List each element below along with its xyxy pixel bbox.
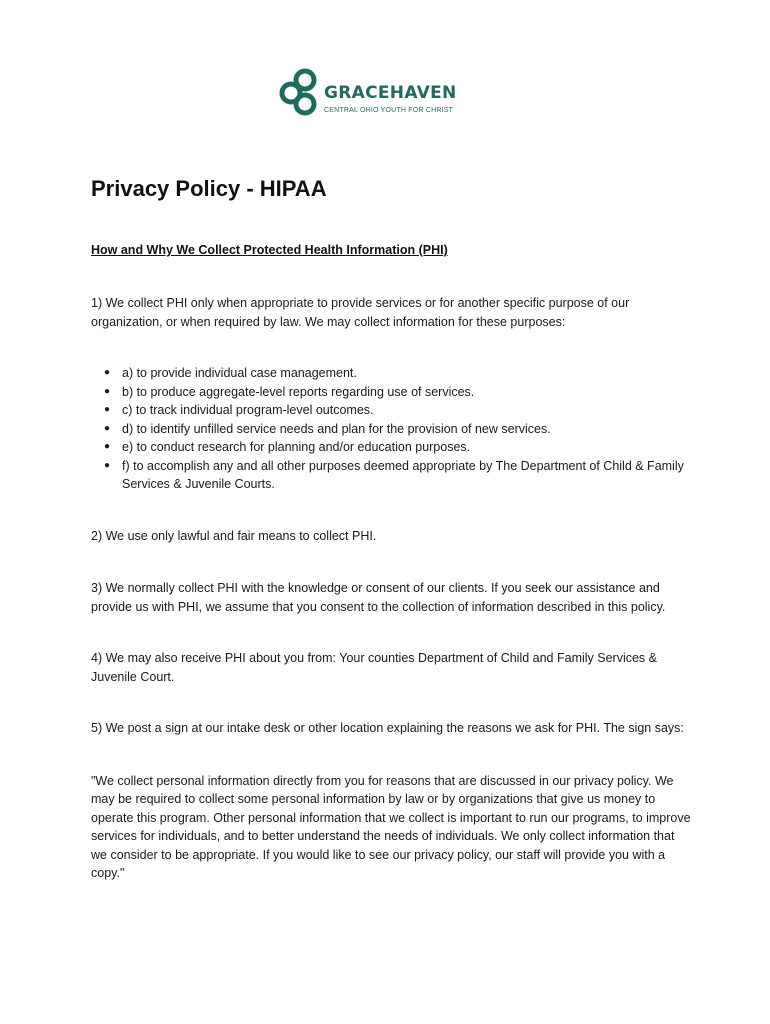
list-item-text: d) to identify unfilled service needs and plan for the provision of new services.	[122, 421, 551, 436]
logo-tagline: CENTRAL OHIO YOUTH FOR CHRIST	[324, 107, 454, 114]
list-item	[104, 420, 691, 439]
bullet-icon: ●	[104, 404, 111, 415]
paragraph-3: 3) We normally collect PHI with the knowledge or consent of our clients. If you seek our assistance and provide us with PHI, we assume that you consent to the collection of information described in this policy.	[91, 581, 666, 614]
paragraph-4: 4) We may also receive PHI about you from: Your counties Department of Child and Family Services & Juvenile Court.	[91, 651, 657, 684]
purposes-list	[91, 364, 691, 494]
bullet-icon: ●	[104, 367, 111, 378]
page-title: Privacy Policy - HIPAA	[91, 176, 327, 201]
interlocking-rings-icon	[278, 66, 322, 118]
bullet-icon: ●	[104, 422, 111, 434]
paragraph-5: 5) We post a sign at our intake desk or other location explaining the reasons we ask for PHI. The sign says:	[91, 721, 684, 735]
document-body	[91, 174, 691, 883]
list-item-text: e) to conduct research for planning and/or education purposes.	[122, 440, 471, 454]
bullet-icon: ●	[104, 459, 111, 471]
list-item-text: c) to track individual program-level outcomes.	[122, 403, 374, 417]
gracehaven-logo	[278, 66, 468, 122]
paragraph-2: 2) We use only lawful and fair means to collect PHI.	[91, 528, 377, 543]
list-item-text: f) to accomplish any and all other purposes deemed appropriate by The Department of Child & Family Services & Juvenile Courts.	[122, 458, 684, 491]
bullet-icon: ●	[104, 385, 111, 397]
list-item-text: a) to provide individual case management.	[122, 366, 357, 380]
list-item	[104, 383, 691, 402]
paragraph-1: 1) We collect PHI only when appropriate to provide services or for another specific purpose of our organization, or when required by law. We may collect information for these purposes:	[91, 296, 630, 329]
list-item	[104, 438, 691, 457]
bullet-icon: ●	[104, 441, 111, 452]
list-item	[104, 457, 691, 494]
list-item	[104, 401, 691, 420]
logo-name: GRACEHAVEN	[324, 83, 457, 103]
sign-quote: "We collect personal information directly from you for reasons that are discussed in our privacy policy. We may be required to collect some personal information by law or by organizations that give us money to operate this program. Other personal information that we collect is important to run our programs, to improve services for individuals, and to better understand the needs of individuals. We only collect information that we consider to be appropriate. If you would like to see our privacy policy, our staff will provide you with a copy."	[91, 773, 691, 880]
list-item-text: b) to produce aggregate-level reports regarding use of services.	[122, 384, 475, 399]
list-item	[104, 364, 691, 383]
section-heading: How and Why We Collect Protected Health Information (PHI)	[91, 243, 448, 257]
